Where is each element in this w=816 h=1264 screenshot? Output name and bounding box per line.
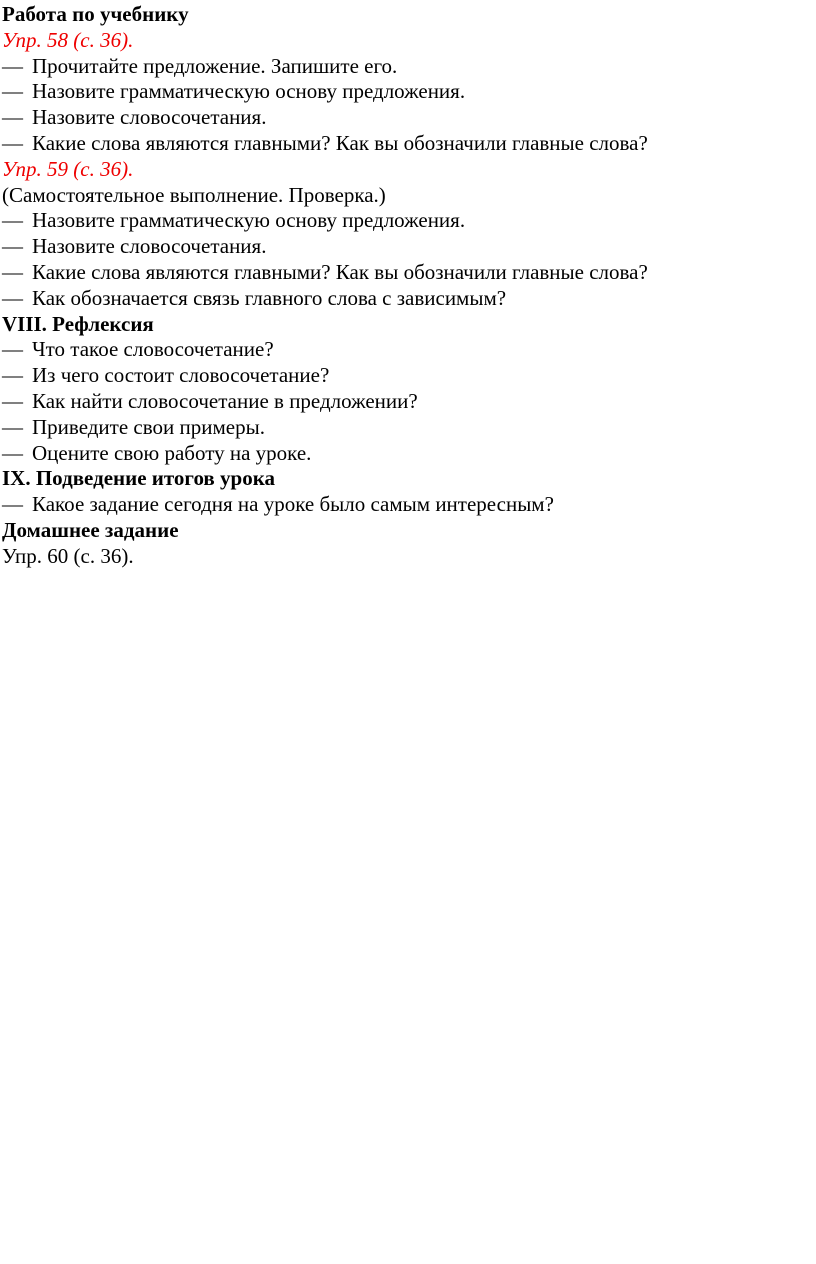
list-item: — Как обозначается связь главного слова с зависимым? xyxy=(2,285,507,310)
section-heading-homework: Домашнее задание xyxy=(2,517,179,542)
dash-bullet: — xyxy=(2,208,23,233)
dash-bullet: — xyxy=(2,53,23,78)
list-item: — Оцените свою работу на уроке. xyxy=(2,440,312,465)
dash-bullet: — xyxy=(2,414,23,439)
homework-text: Упр. 60 (с. 36). xyxy=(2,543,134,568)
dash-bullet: — xyxy=(2,337,23,362)
list-item: — Что такое словосочетание? xyxy=(2,337,274,362)
list-item: — Какое задание сегодня на уроке было самым интересным? xyxy=(2,492,554,517)
section-heading-textbook-work: Работа по учебнику xyxy=(2,2,189,26)
list-item: — Назовите грамматическую основу предложения. xyxy=(2,208,466,233)
list-item: — Какие слова являются главными? Как вы обозначили главные слова? xyxy=(2,259,648,284)
exercise-58-label: Упр. 58 (с. 36). xyxy=(2,27,134,52)
dash-bullet: — xyxy=(2,363,23,388)
dash-bullet: — xyxy=(2,130,23,155)
dash-bullet: — xyxy=(2,259,23,284)
lesson-document xyxy=(0,2,816,570)
list-item: — Приведите свои примеры. xyxy=(2,414,265,439)
dash-bullet: — xyxy=(2,105,23,130)
section-heading-summary: IX. Подведение итогов урока xyxy=(2,466,275,491)
list-item: — Какие слова являются главными? Как вы обозначили главные слова? xyxy=(2,130,648,155)
dash-bullet: — xyxy=(2,492,23,517)
list-item: — Прочитайте предложение. Запишите его. xyxy=(2,53,398,78)
section-heading-reflection: VIII. Рефлексия xyxy=(2,311,154,336)
list-item: — Назовите грамматическую основу предложения. xyxy=(2,79,466,104)
list-item: — Из чего состоит словосочетание? xyxy=(2,363,330,388)
dash-bullet: — xyxy=(2,234,23,259)
list-item: — Назовите словосочетания. xyxy=(2,234,267,259)
dash-bullet: — xyxy=(2,440,23,465)
list-item: — Назовите словосочетания. xyxy=(2,105,267,130)
dash-bullet: — xyxy=(2,285,23,310)
exercise-59-note: (Самостоятельное выполнение. Проверка.) xyxy=(2,182,386,207)
dash-bullet: — xyxy=(2,388,23,413)
list-item: — Как найти словосочетание в предложении? xyxy=(2,388,418,413)
exercise-59-label: Упр. 59 (с. 36). xyxy=(2,156,134,181)
dash-bullet: — xyxy=(2,79,23,104)
